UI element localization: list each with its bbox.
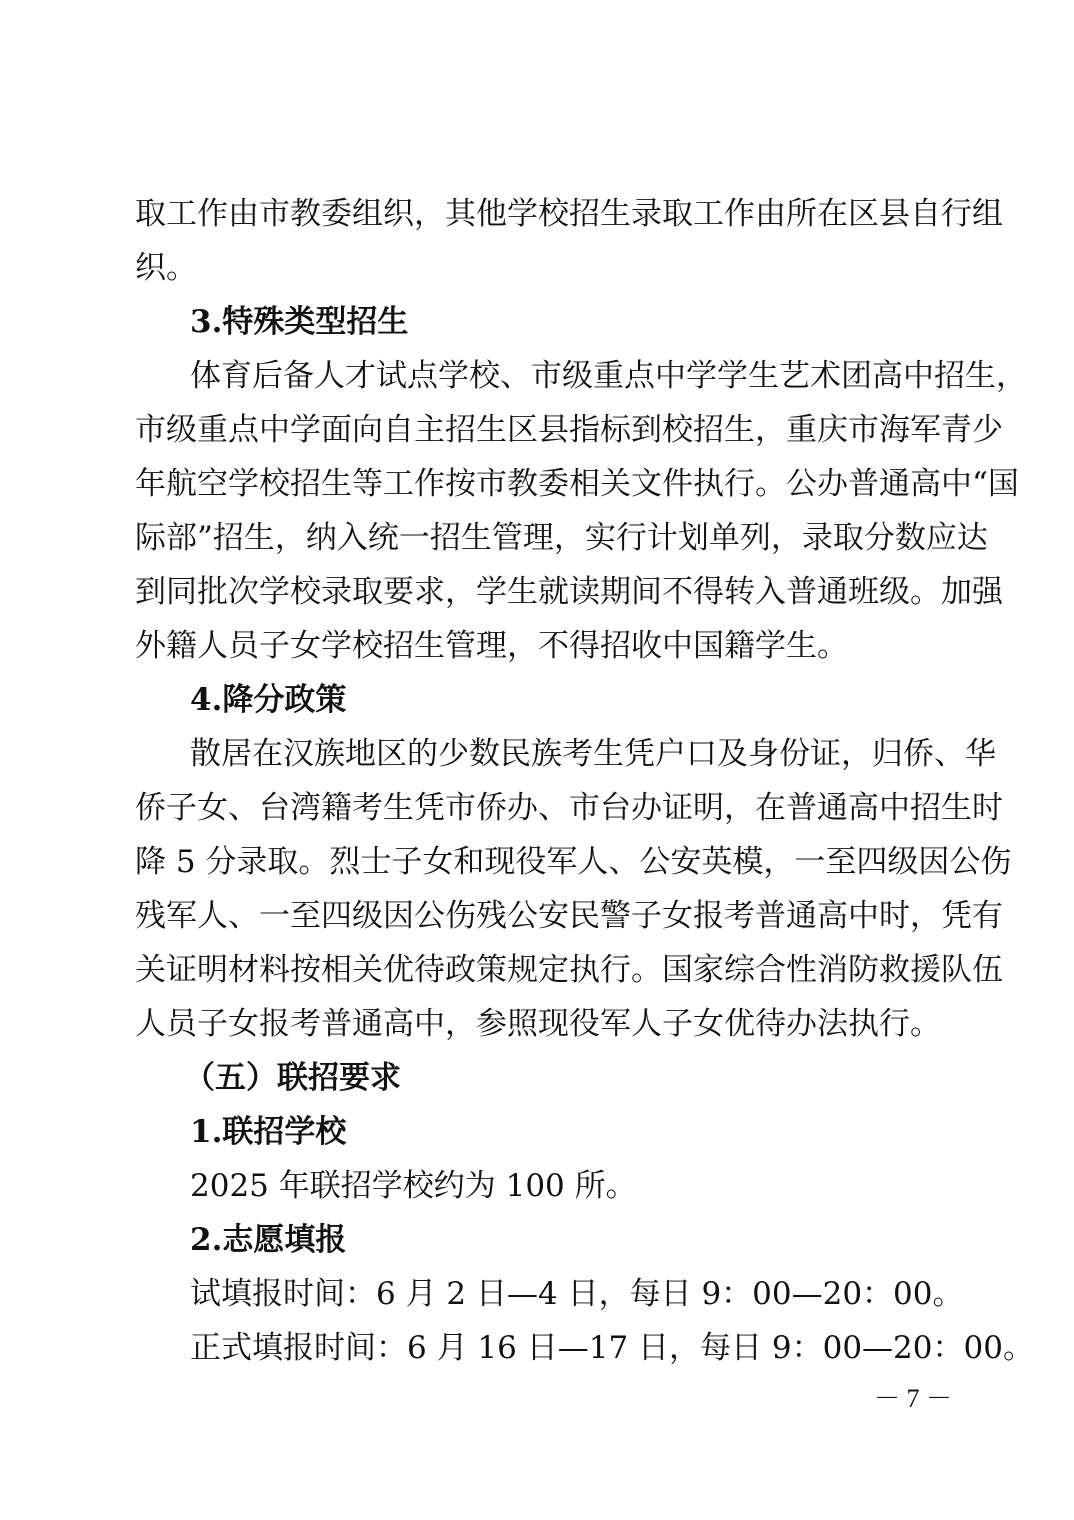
paragraph-3-line-2: 侨子女、台湾籍考生凭市侨办、市台办证明，在普通高中招生时 — [135, 790, 1003, 826]
formal-fill-time: 正式填报时间：6 月 16 日—17 日，每日 9：00—20：00。 — [190, 1330, 1034, 1366]
page-number: － 7 － — [874, 1384, 953, 1413]
heading-joint-admission-requirements: （五）联招要求 — [184, 1060, 401, 1096]
heading-application-filling: 2.志愿填报 — [190, 1222, 347, 1258]
heading-joint-admission-schools: 1.联招学校 — [190, 1114, 347, 1150]
joint-admission-schools-count: 2025 年联招学校约为 100 所。 — [190, 1168, 637, 1204]
trial-fill-time: 试填报时间：6 月 2 日—4 日，每日 9：00—20：00。 — [190, 1276, 964, 1312]
paragraph-3-line-6: 人员子女报考普通高中，参照现役军人子女优待办法执行。 — [135, 1006, 941, 1042]
paragraph-2-line-4: 际部”招生，纳入统一招生管理，实行计划单列，录取分数应达 — [135, 520, 988, 556]
paragraph-3-line-3: 降 5 分录取。烈士子女和现役军人、公安英模，一至四级因公伤 — [135, 844, 1012, 880]
paragraph-3-line-1: 散居在汉族地区的少数民族考生凭户口及身份证，归侨、华 — [190, 736, 996, 772]
paragraph-2-line-5: 到同批次学校录取要求，学生就读期间不得转入普通班级。加强 — [135, 574, 1003, 610]
paragraph-2-line-2: 市级重点中学面向自主招生区县指标到校招生，重庆市海军青少 — [135, 412, 1003, 448]
paragraph-3-line-5: 关证明材料按相关优待政策规定执行。国家综合性消防救援队伍 — [135, 952, 1003, 988]
paragraph-1-line-2: 织。 — [135, 250, 197, 286]
heading-score-reduction-policy: 4.降分政策 — [190, 682, 347, 718]
heading-special-admission: 3.特殊类型招生 — [190, 304, 409, 340]
paragraph-2-line-1: 体育后备人才试点学校、市级重点中学学生艺术团高中招生， — [190, 358, 1027, 394]
paragraph-2-line-3: 年航空学校招生等工作按市教委相关文件执行。公办普通高中“国 — [135, 466, 1019, 502]
paragraph-3-line-4: 残军人、一至四级因公伤残公安民警子女报考普通高中时，凭有 — [135, 898, 1003, 934]
paragraph-2-line-6: 外籍人员子女学校招生管理，不得招收中国籍学生。 — [135, 628, 848, 664]
paragraph-1-line-1: 取工作由市教委组织，其他学校招生录取工作由所在区县自行组 — [135, 196, 1003, 232]
